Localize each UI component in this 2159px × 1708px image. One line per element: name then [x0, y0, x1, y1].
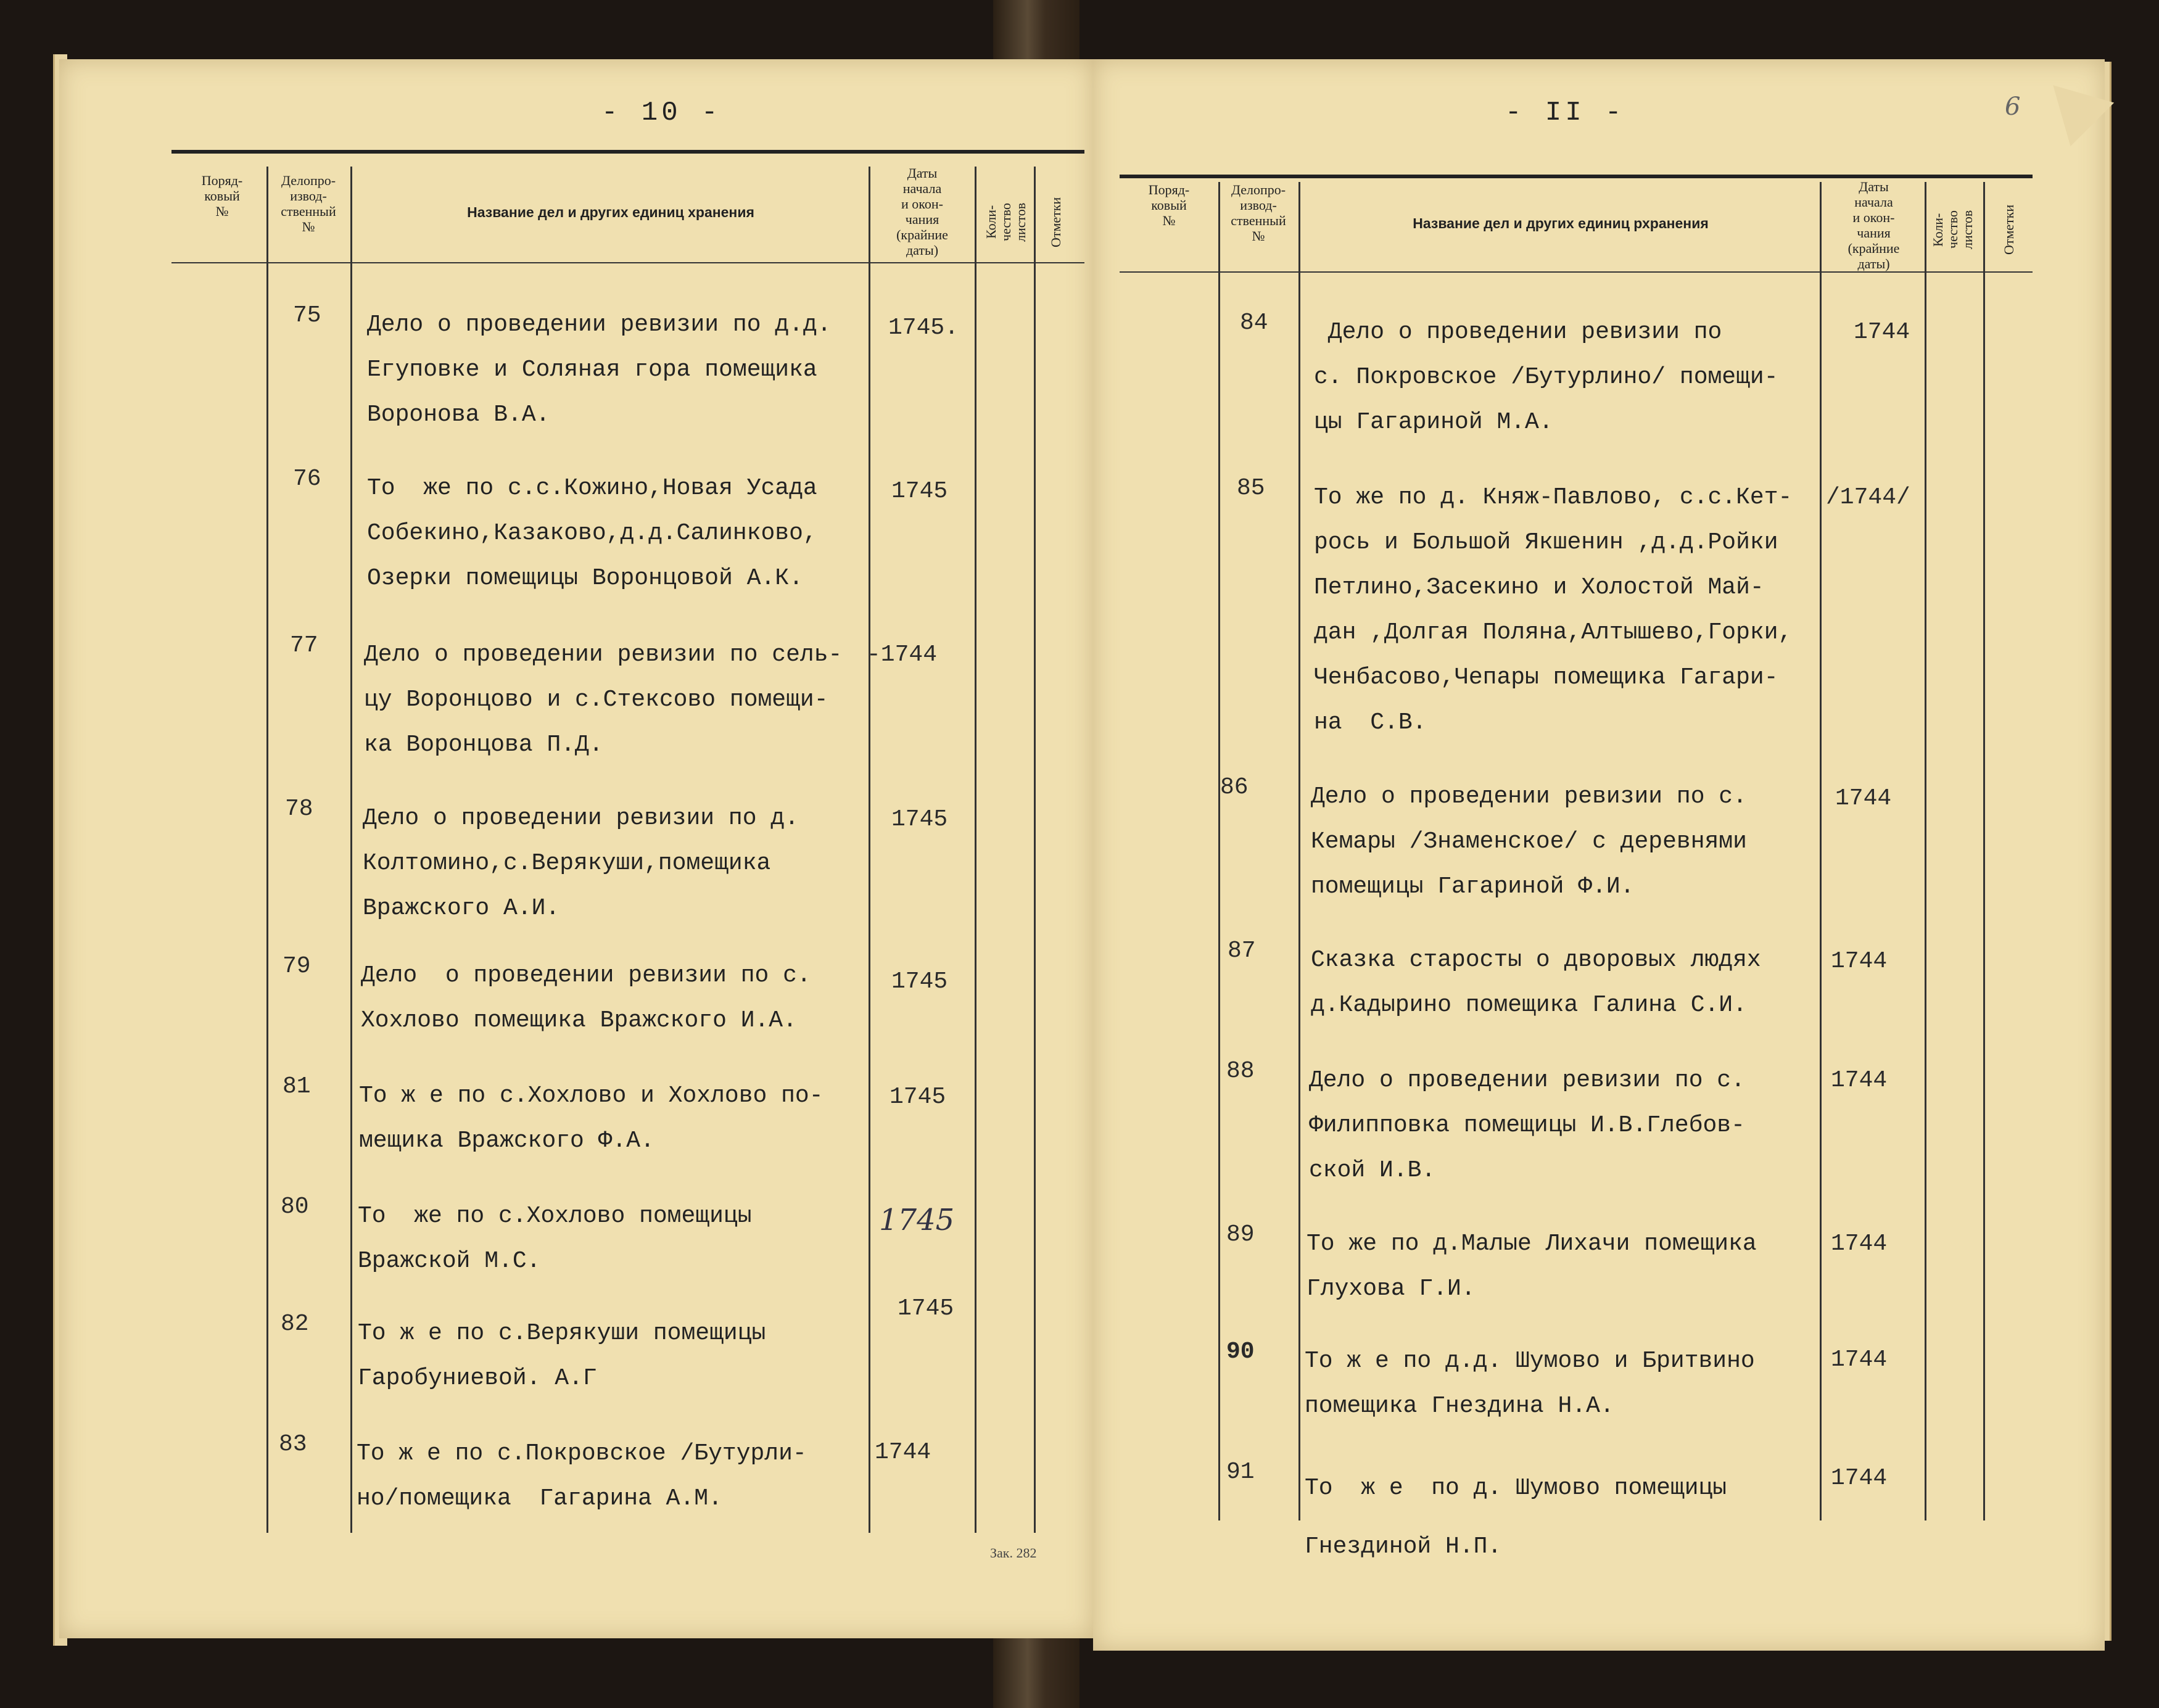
row-title: Дело о проведении ревизии по с. Хохлово помещика Вражского И.А.	[361, 962, 811, 1034]
row-number: 78	[285, 796, 313, 822]
row-number: 90	[1226, 1339, 1255, 1365]
row-title: Дело о проведении ревизии по д. Колтомино,с.Верякуши,помещика Вражского А.И.	[363, 805, 799, 922]
left-header-dates: Даты начала и окон- чания (крайние даты)	[896, 165, 948, 258]
row-date: 1744	[1831, 1347, 1888, 1373]
row-number: 84	[1240, 310, 1268, 336]
row-number: 87	[1228, 938, 1256, 964]
left-header-notes: Отметки	[1048, 197, 1063, 247]
row-number: 79	[283, 953, 311, 980]
row-date: /1744/	[1826, 484, 1910, 511]
right-col-divider-office	[1298, 182, 1300, 1520]
row-date: 1745	[891, 968, 948, 995]
right-header-notes: Отметки	[2001, 204, 2017, 255]
row-date-handwritten: 1745	[879, 1203, 955, 1237]
row-title: Дело о проведении ревизии по д.д. Егуповке и Соляная гора помещика Воронова В.А.	[367, 311, 832, 428]
right-header-name: Название дел и других единиц рхранения	[1413, 215, 1709, 231]
row-number: 85	[1237, 475, 1265, 501]
left-col-divider-sheets	[1034, 167, 1036, 1533]
row-date: 1744	[1831, 1231, 1888, 1257]
row-number: 81	[283, 1073, 311, 1100]
right-header-top-rule	[1120, 175, 2033, 178]
left-header-sheets: Коли- чество листов	[983, 202, 1028, 242]
row-number: 89	[1226, 1221, 1255, 1248]
row-title: Дело о проведении ревизии по с. Кемары /Знаменское/ с деревнями помещицы Гагариной Ф.И.	[1311, 783, 1747, 900]
row-number: 80	[281, 1194, 309, 1220]
row-number: 77	[290, 632, 318, 659]
right-col-divider-name	[1820, 182, 1822, 1520]
right-header-sheets: Коли- чество листов	[1930, 210, 1975, 250]
left-col-divider-seq	[266, 167, 268, 1533]
row-number: 76	[293, 466, 321, 492]
right-page-number: - II -	[1505, 97, 1625, 128]
row-title: Дело о проведении ревизии по с. Филипповка помещицы И.В.Глебов- ской И.В.	[1309, 1067, 1745, 1184]
row-date: 1744	[1854, 319, 1910, 345]
row-number: 83	[279, 1431, 307, 1458]
left-footer-order: Зак. 282	[990, 1545, 1037, 1561]
left-page-number: - 10 -	[601, 97, 722, 128]
row-date: 1745.	[888, 315, 959, 341]
row-date: 1744	[1835, 785, 1892, 812]
row-date: 1745	[891, 806, 948, 833]
row-number: 86	[1220, 774, 1249, 801]
row-date: 1744	[1831, 948, 1888, 975]
left-header-name: Название дел и других единиц хранения	[467, 204, 754, 220]
row-date: 1745	[898, 1295, 954, 1322]
row-title: Сказка старосты о дворовых людях д.Кадырино помещика Галина С.И.	[1311, 947, 1761, 1018]
left-header-seq: Поряд- ковый №	[201, 173, 243, 219]
right-col-divider-seq	[1218, 182, 1220, 1520]
right-col-divider-sheets	[1983, 182, 1985, 1520]
right-header-office: Делопро- извод- ственный №	[1231, 182, 1286, 244]
row-date: -1744	[867, 642, 938, 668]
row-number: 91	[1226, 1459, 1255, 1485]
row-title: Дело о проведении ревизии по с. Покровское /Бутурлино/ помещи- цы Гагариной М.А.	[1314, 319, 1778, 435]
right-header-dates: Даты начала и окон- чания (крайние даты)	[1847, 179, 1900, 271]
right-col-divider-dates	[1925, 182, 1926, 1520]
row-title: То ж е по с.Хохлово и Хохлово по- мещика Вражского Ф.А.	[359, 1083, 824, 1154]
left-header-top-rule	[171, 150, 1084, 154]
row-title: То ж е по д. Шумово помещицы Гнездиной Н.П.	[1305, 1475, 1727, 1560]
row-date: 1744	[1831, 1067, 1888, 1094]
page-folio-mark: 6	[2005, 93, 2021, 121]
row-title: То ж е по с.Верякуши помещицы Гаробуниевой. А.Г	[358, 1320, 766, 1392]
right-header-bottom-rule	[1120, 271, 2033, 273]
right-header-seq: Поряд- ковый №	[1148, 182, 1190, 228]
left-col-divider-name	[869, 167, 870, 1533]
left-header-bottom-rule	[171, 262, 1084, 263]
row-title: То же по д. Княж-Павлово, с.с.Кет- рось и Большой Якшенин ,д.д.Ройки Петлино,Засекино и Холостой Май- дан ,Долгая Поляна,Алтышево,Горки, Ченбасово,Чепары помещика Гагари- на С.В.	[1314, 484, 1793, 736]
row-title: Дело о проведении ревизии по сель- цу Воронцово и с.Стексово помещи- ка Воронцова П.Д.	[364, 642, 843, 758]
row-number: 82	[281, 1311, 309, 1337]
left-col-divider-office	[350, 167, 352, 1533]
row-number: 75	[293, 302, 321, 329]
row-date: 1744	[875, 1439, 931, 1466]
row-title: То же по с.с.Кожино,Новая Усада Собекино,Казаково,д.д.Салинково, Озерки помещицы Воронцовой А.К.	[367, 475, 817, 592]
row-title: То ж е по с.Покровское /Бутурли- но/помещика Гагарина А.М.	[357, 1440, 807, 1512]
row-date: 1744	[1831, 1465, 1888, 1491]
left-header-office: Делопро- извод- ственный №	[281, 173, 336, 234]
left-col-divider-dates	[975, 167, 976, 1533]
row-number: 88	[1226, 1058, 1255, 1084]
row-title: То ж е по д.д. Шумово и Бритвино помещика Гнездина Н.А.	[1305, 1348, 1755, 1419]
row-title: То же по д.Малые Лихачи помещика Глухова Г.И.	[1307, 1231, 1757, 1302]
row-title: То же по с.Хохлово помещицы Вражской М.С.	[358, 1203, 752, 1274]
row-date: 1745	[890, 1084, 946, 1110]
row-date: 1745	[891, 478, 948, 505]
